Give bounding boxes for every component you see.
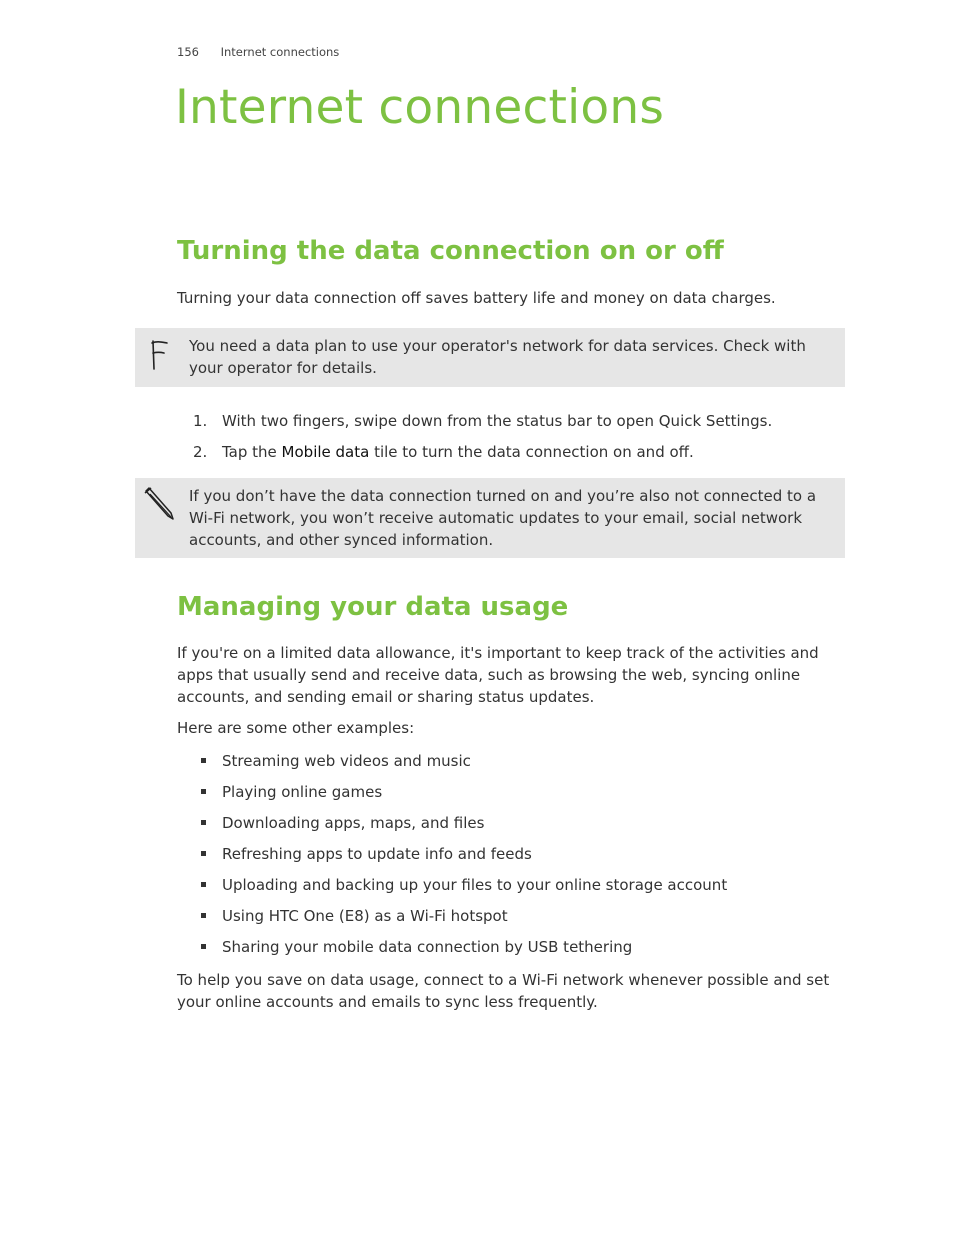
list-item <box>177 936 727 958</box>
note-box-data-plan <box>135 328 845 387</box>
step-text-post: tile to turn the data connection on and off. <box>369 443 694 461</box>
list-item-text: Playing online games <box>222 783 383 801</box>
chapter-title: Internet connections <box>175 80 665 135</box>
list-item-text: Using HTC One (E8) as a Wi-Fi hotspot <box>222 907 508 925</box>
steps-list <box>177 410 772 472</box>
pencil-icon <box>142 486 176 526</box>
note-text: You need a data plan to use your operator's network for data services. Check with your operator for details. <box>189 337 806 377</box>
section2-para3: To help you save on data usage, connect to a Wi-Fi network whenever possible and set your online accounts and emails to sync less frequently. <box>177 971 830 1011</box>
note-text: If you don’t have the data connection turned on and you’re also not connected to a Wi-Fi network, you won’t receive automatic updates to your email, social network accounts, and other synced information. <box>189 487 817 549</box>
note-box-sync-warning <box>135 478 845 558</box>
section-heading-data-connection: Turning the data connection on or off <box>177 236 724 266</box>
list-item <box>177 905 727 927</box>
bullet-square-icon <box>201 944 206 949</box>
step-number: 2. <box>193 443 208 461</box>
mobile-data-term: Mobile data <box>281 443 370 461</box>
list-item-text: Refreshing apps to update info and feeds <box>222 845 532 863</box>
step-text-pre: Tap the <box>222 443 282 461</box>
running-title: Internet connections <box>220 45 340 59</box>
section2-para2: Here are some other examples: <box>177 719 415 737</box>
page-number: 156 <box>177 45 199 59</box>
list-item <box>177 843 727 865</box>
bullet-square-icon <box>201 789 206 794</box>
bullet-square-icon <box>201 882 206 887</box>
section-heading-data-usage: Managing your data usage <box>177 592 569 622</box>
section1-intro: Turning your data connection off saves battery life and money on data charges. <box>177 289 776 307</box>
list-item <box>177 781 727 803</box>
bullet-square-icon <box>201 851 206 856</box>
page-header <box>177 45 339 59</box>
step-item <box>177 410 772 432</box>
step-item <box>177 441 772 463</box>
list-item <box>177 874 727 896</box>
list-item-text: Downloading apps, maps, and files <box>222 814 485 832</box>
step-text: With two fingers, swipe down from the status bar to open Quick Settings. <box>222 412 773 430</box>
list-item <box>177 812 727 834</box>
examples-list <box>177 750 727 967</box>
list-item-text: Streaming web videos and music <box>222 752 471 770</box>
flag-icon <box>145 338 173 376</box>
list-item-text: Uploading and backing up your files to your online storage account <box>222 876 728 894</box>
list-item <box>177 750 727 772</box>
step-number: 1. <box>193 412 208 430</box>
bullet-square-icon <box>201 913 206 918</box>
list-item-text: Sharing your mobile data connection by USB tethering <box>222 938 633 956</box>
section2-para1: If you're on a limited data allowance, it's important to keep track of the activities and apps that usually send and receive data, such as browsing the web, syncing online accounts, and sending email or sharing status updates. <box>177 644 819 706</box>
bullet-square-icon <box>201 820 206 825</box>
bullet-square-icon <box>201 758 206 763</box>
